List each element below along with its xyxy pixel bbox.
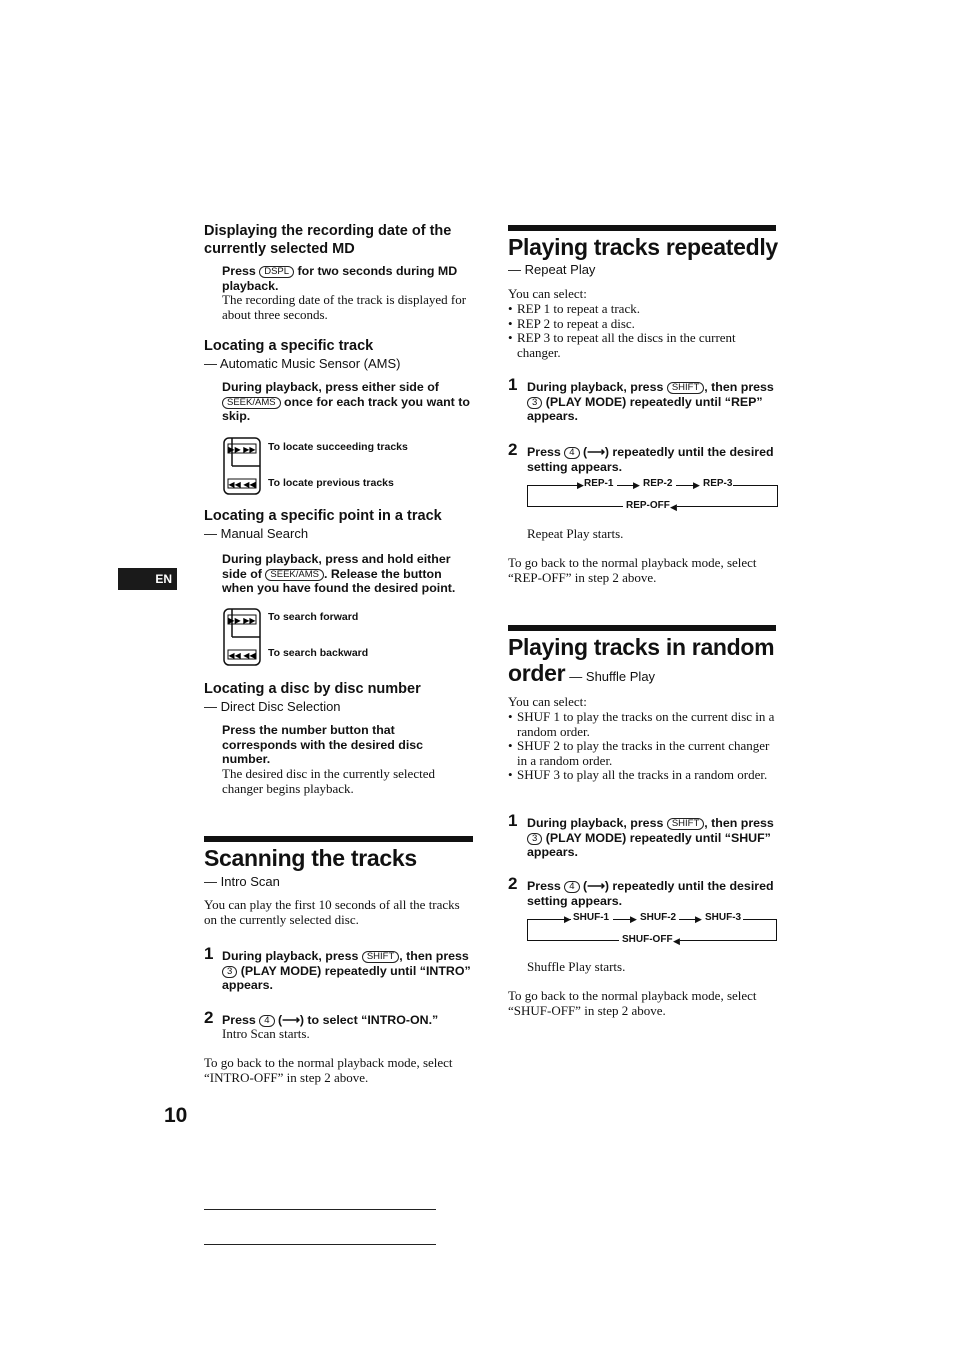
caption-previous-tracks: To locate previous tracks	[268, 477, 394, 489]
list-item: • SHUF 2 to play the tracks in the current changer in a random order.	[508, 739, 776, 768]
flow-rep-2: REP-2	[643, 478, 673, 489]
arrow-left-icon: ◀	[670, 502, 677, 512]
number-key: 4	[259, 1015, 274, 1027]
instruction-ams	[222, 380, 474, 424]
svg-text:◀◀ ◀◀: ◀◀ ◀◀	[228, 480, 256, 489]
section-title-scanning: Scanning the tracks	[204, 845, 417, 871]
instruction-text: (PLAY MODE) repeatedly until “SHUF” appears.	[527, 830, 771, 860]
instruction-recording-date	[222, 264, 474, 293]
instruction-text: (⟶) to select “INTRO-ON.”	[277, 1013, 439, 1027]
section-title-shuffle-line2	[508, 660, 655, 686]
instruction-text: (PLAY MODE) repeatedly until “REP” appears.	[527, 394, 763, 424]
shuffle-cycle-diagram	[527, 912, 779, 944]
repeat-options-list	[508, 302, 774, 360]
list-item: • SHUF 1 to play the tracks on the current disc in a random order.	[508, 710, 776, 739]
instruction-text: During playback, press	[527, 816, 664, 830]
section-title-repeat: Playing tracks repeatedly	[508, 234, 778, 260]
instruction-text: , then press	[704, 380, 774, 394]
cycle-line	[733, 485, 777, 486]
body-shuffle-starts: Shuffle Play starts.	[527, 959, 626, 974]
section-title-recording-date: Displaying the recording date of the currently selected MD	[204, 223, 452, 257]
arrow-right-icon: ▶	[564, 914, 571, 924]
arrow-right-icon: ▶	[695, 914, 702, 924]
arrow-right-icon: ▶	[577, 480, 584, 490]
step-number: 1	[204, 944, 214, 963]
section-title-disc-number: Locating a disc by disc number	[204, 681, 421, 697]
instruction-repeat-step2	[527, 445, 777, 474]
arrow-right-icon: ▶	[633, 480, 640, 490]
instruction-text: , then press	[399, 949, 469, 963]
body-recording-date: The recording date of the track is displayed for about three seconds.	[222, 292, 467, 322]
instruction-text: Press	[527, 879, 561, 893]
caption-search-backward: To search backward	[268, 647, 369, 659]
instruction-text: (⟶) repeatedly until the desired setting appears.	[527, 879, 774, 908]
svg-text:▶▶ ▶▶: ▶▶ ▶▶	[228, 616, 256, 625]
number-key: 3	[527, 833, 542, 845]
shift-key: SHIFT	[667, 818, 704, 830]
instruction-intro-step1	[222, 949, 474, 993]
step-number: 2	[508, 874, 518, 893]
flow-shuf-off: SHUF-OFF	[619, 934, 676, 945]
list-item: • SHUF 3 to play all the tracks in a random order.	[508, 768, 776, 783]
shift-key: SHIFT	[667, 382, 704, 394]
number-key: 4	[564, 447, 579, 459]
body-repeat-starts: Repeat Play starts.	[527, 526, 624, 541]
section-subtitle-direct-disc: — Direct Disc Selection	[204, 699, 341, 714]
arrow-right-icon: ▶	[630, 914, 637, 924]
flow-rep-3: REP-3	[703, 478, 733, 489]
flow-rep-1: REP-1	[584, 478, 614, 489]
step-number: 2	[204, 1008, 214, 1027]
body-shuffle-off: To go back to the normal playback mode, select “SHUF-OFF” in step 2 above.	[508, 988, 757, 1018]
repeat-cycle-diagram	[527, 478, 779, 510]
section-rule	[508, 625, 776, 631]
seek-ams-key: SEEK/AMS	[265, 569, 324, 581]
dspl-key: DSPL	[259, 266, 294, 278]
body-intro-off: To go back to the normal playback mode, select “INTRO-OFF” in step 2 above.	[204, 1055, 453, 1085]
section-rule	[204, 836, 473, 842]
cycle-line	[743, 919, 776, 920]
seek-ams-button-icon	[222, 607, 262, 667]
list-item: • REP 3 to repeat all the discs in the current changer.	[508, 331, 774, 360]
list-item: • REP 2 to repeat a disc.	[508, 317, 774, 332]
caption-search-forward: To search forward	[268, 611, 359, 623]
step-number: 1	[508, 375, 518, 394]
instruction-text: During playback, press either side of	[222, 380, 439, 394]
section-title-shuffle-order: order	[508, 660, 566, 686]
instruction-text: (⟶) repeatedly until the desired setting appears.	[527, 445, 774, 474]
body-intro-scan: You can play the first 10 seconds of all the tracks on the currently selected disc.	[204, 897, 460, 927]
body-repeat-intro: You can select:	[508, 286, 587, 301]
svg-text:◀◀ ◀◀: ◀◀ ◀◀	[228, 651, 256, 660]
seek-ams-button-diagram	[222, 436, 262, 496]
number-key: 3	[222, 966, 237, 978]
arrow-right-icon: ▶	[693, 480, 700, 490]
section-subtitle-shuffle: — Shuffle Play	[569, 669, 656, 684]
instruction-text: During playback, press	[527, 380, 664, 394]
instruction-shuffle-step2	[527, 879, 777, 908]
instruction-text: Press	[527, 445, 561, 459]
body-shuffle-intro: You can select:	[508, 694, 587, 709]
body-intro-starts: Intro Scan starts.	[222, 1026, 310, 1041]
flow-shuf-1: SHUF-1	[573, 912, 610, 923]
language-tab: EN	[118, 568, 177, 590]
section-subtitle-manual-search: — Manual Search	[204, 526, 309, 541]
instruction-text: . Release the button when you have found the desired point.	[222, 566, 456, 596]
seek-ams-button-icon	[222, 436, 262, 496]
instruction-text: During playback, press	[222, 949, 359, 963]
section-subtitle-repeat: — Repeat Play	[508, 262, 596, 277]
instruction-text: During playback, press and hold either side of	[222, 552, 451, 581]
section-title-locating-track: Locating a specific track	[204, 338, 374, 354]
footer-line	[204, 1244, 436, 1245]
list-item: • REP 1 to repeat a track.	[508, 302, 774, 317]
cycle-line	[527, 485, 583, 486]
number-key: 4	[564, 881, 579, 893]
instruction-text: for two seconds during MD playback.	[222, 264, 458, 293]
instruction-text: Press	[222, 264, 256, 278]
shuffle-options-list	[508, 710, 776, 783]
flow-rep-off: REP-OFF	[623, 500, 673, 511]
number-key: 3	[527, 397, 542, 409]
instruction-text: Press	[222, 1013, 256, 1027]
section-rule	[508, 225, 776, 231]
instruction-text: (PLAY MODE) repeatedly until “INTRO” appears.	[222, 963, 471, 993]
body-repeat-off: To go back to the normal playback mode, select “REP-OFF” in step 2 above.	[508, 555, 757, 585]
page-number: 10	[164, 1104, 188, 1127]
flow-shuf-3: SHUF-3	[705, 912, 742, 923]
svg-text:▶▶ ▶▶: ▶▶ ▶▶	[228, 445, 256, 454]
flow-shuf-2: SHUF-2	[640, 912, 677, 923]
instruction-shuffle-step1	[527, 816, 777, 860]
seek-ams-button-diagram	[222, 607, 262, 667]
section-subtitle-ams: — Automatic Music Sensor (AMS)	[204, 356, 401, 371]
section-subtitle-intro-scan: — Intro Scan	[204, 874, 280, 889]
step-number: 2	[508, 440, 518, 459]
footer-line	[204, 1209, 436, 1210]
seek-ams-key: SEEK/AMS	[222, 397, 281, 409]
section-title-specific-point: Locating a specific point in a track	[204, 508, 442, 524]
step-number: 1	[508, 811, 518, 830]
body-direct-disc: The desired disc in the currently selected changer begins playback.	[222, 766, 435, 796]
instruction-repeat-step1	[527, 380, 777, 424]
instruction-text: once for each track you want to skip.	[222, 394, 470, 424]
instruction-direct-disc: Press the number button that corresponds with the desired disc number.	[222, 723, 424, 767]
caption-succeeding-tracks: To locate succeeding tracks	[268, 441, 408, 453]
instruction-text: , then press	[704, 816, 774, 830]
arrow-left-icon: ◀	[673, 936, 680, 946]
shift-key: SHIFT	[362, 951, 399, 963]
instruction-manual-search	[222, 552, 474, 596]
section-title-shuffle: Playing tracks in random	[508, 634, 775, 660]
